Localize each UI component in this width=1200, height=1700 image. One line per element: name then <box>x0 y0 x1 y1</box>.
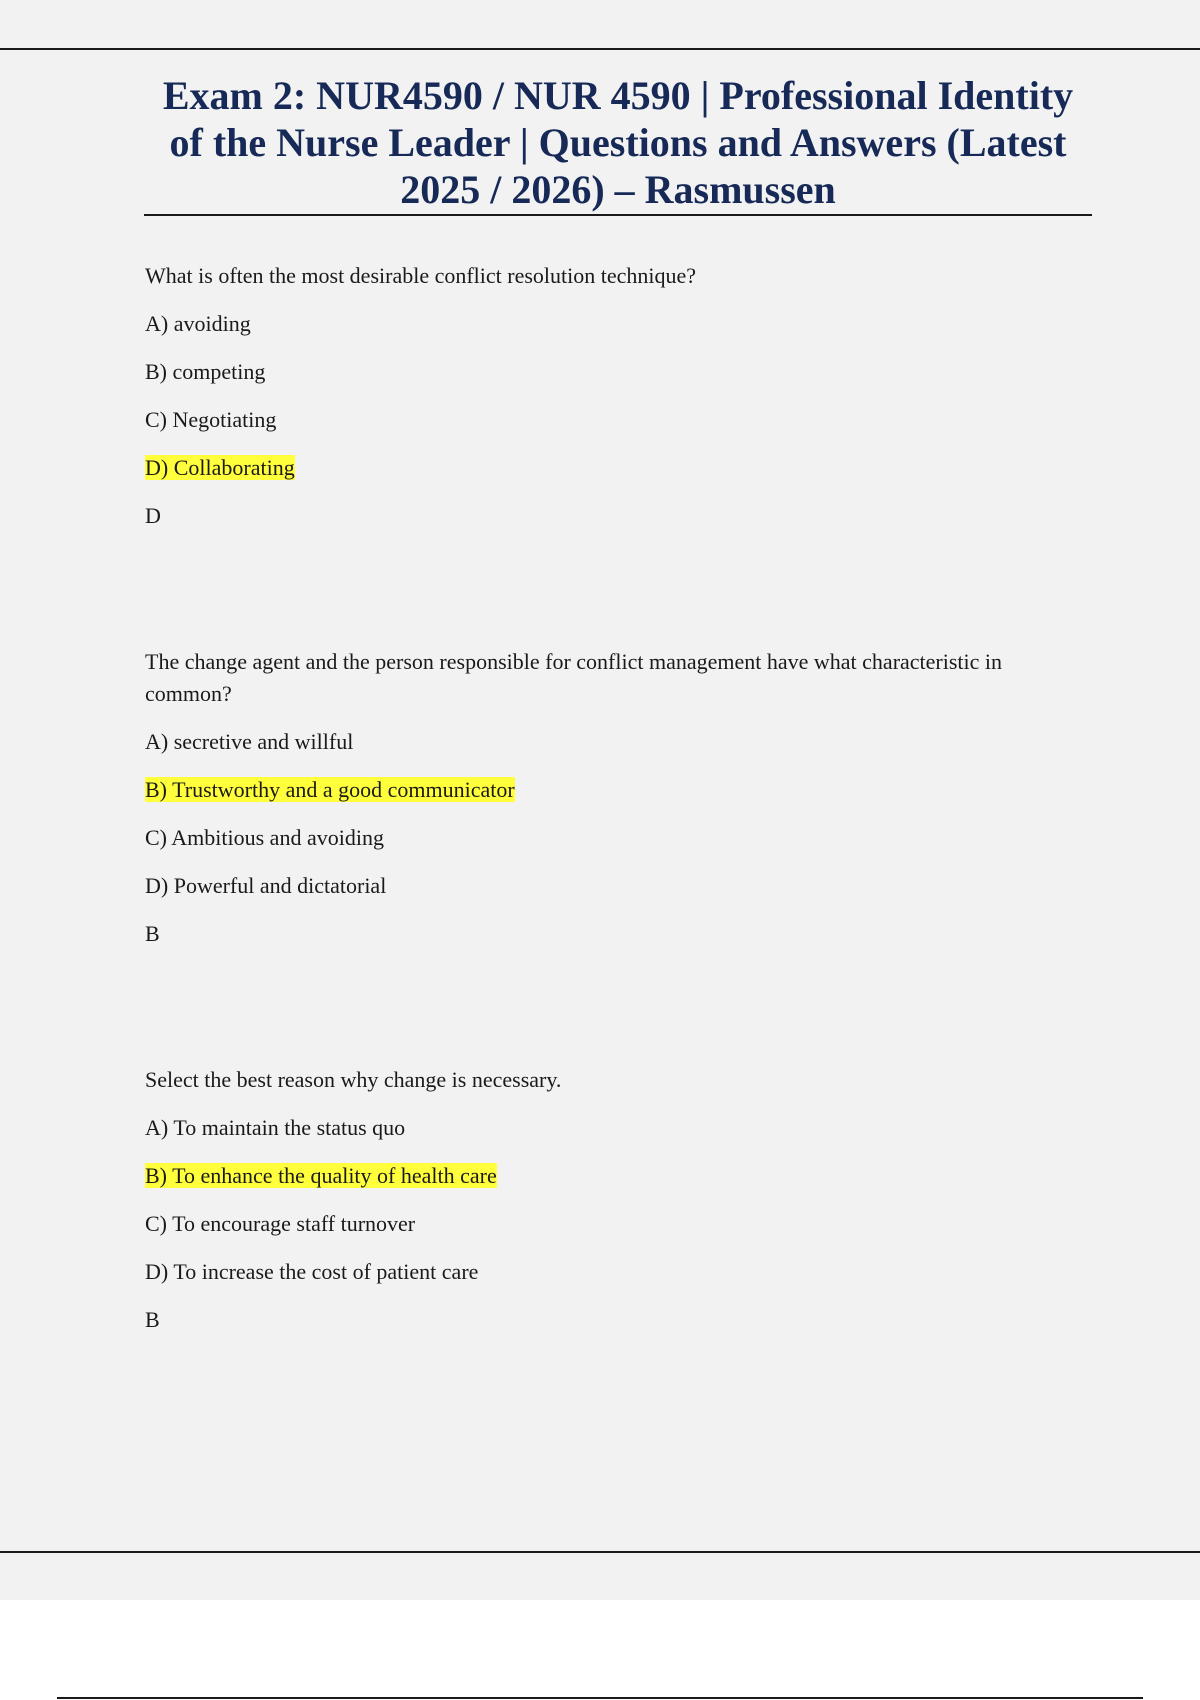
question-spacer <box>145 532 1090 646</box>
option-label: C) Ambitious and avoiding <box>145 825 384 850</box>
answer-option <box>145 404 1090 436</box>
option-label: C) Negotiating <box>145 407 277 432</box>
answer-option <box>145 308 1090 340</box>
answer-option-correct <box>145 774 1090 806</box>
top-rule <box>0 48 1200 50</box>
questions-list <box>145 260 1090 1336</box>
answer-key: B <box>145 921 160 946</box>
option-label: D) To increase the cost of patient care <box>145 1259 479 1284</box>
highlighted-option-label: D) Collaborating <box>145 455 295 480</box>
next-page-rule <box>57 1697 1143 1699</box>
option-label: D) Powerful and dictatorial <box>145 873 387 898</box>
answer-option <box>145 1256 1090 1288</box>
question-block <box>145 1064 1090 1336</box>
highlighted-option-label: B) Trustworthy and a good communicator <box>145 777 515 802</box>
answer-option <box>145 1112 1090 1144</box>
answer-key: D <box>145 503 161 528</box>
document-title: Exam 2: NUR4590 / NUR 4590 | Professional Identity of the Nurse Leader | Questions and Answers (Latest 2025 / 2026) – Rasmussen <box>162 73 1074 212</box>
title-underline <box>144 214 1092 216</box>
option-label: A) secretive and willful <box>145 729 354 754</box>
question-block <box>145 646 1090 950</box>
answer-key: B <box>145 1307 160 1332</box>
answer-option-correct <box>145 452 1090 484</box>
question-block <box>145 260 1090 532</box>
answer-option <box>145 356 1090 388</box>
answer-option <box>145 1208 1090 1240</box>
question-text: What is often the most desirable conflict resolution technique? <box>145 263 697 288</box>
option-label: A) avoiding <box>145 311 251 336</box>
highlighted-option-label: B) To enhance the quality of health care <box>145 1163 497 1188</box>
answer-option <box>145 822 1090 854</box>
bottom-rule <box>0 1551 1200 1553</box>
question-text: The change agent and the person responsible for conflict management have what characteristic in common? <box>145 649 1003 706</box>
option-label: C) To encourage staff turnover <box>145 1211 416 1236</box>
answer-option <box>145 870 1090 902</box>
option-label: B) competing <box>145 359 266 384</box>
question-spacer <box>145 950 1090 1064</box>
answer-option-correct <box>145 1160 1090 1192</box>
question-text: Select the best reason why change is necessary. <box>145 1067 562 1092</box>
option-label: A) To maintain the status quo <box>145 1115 406 1140</box>
answer-option <box>145 726 1090 758</box>
